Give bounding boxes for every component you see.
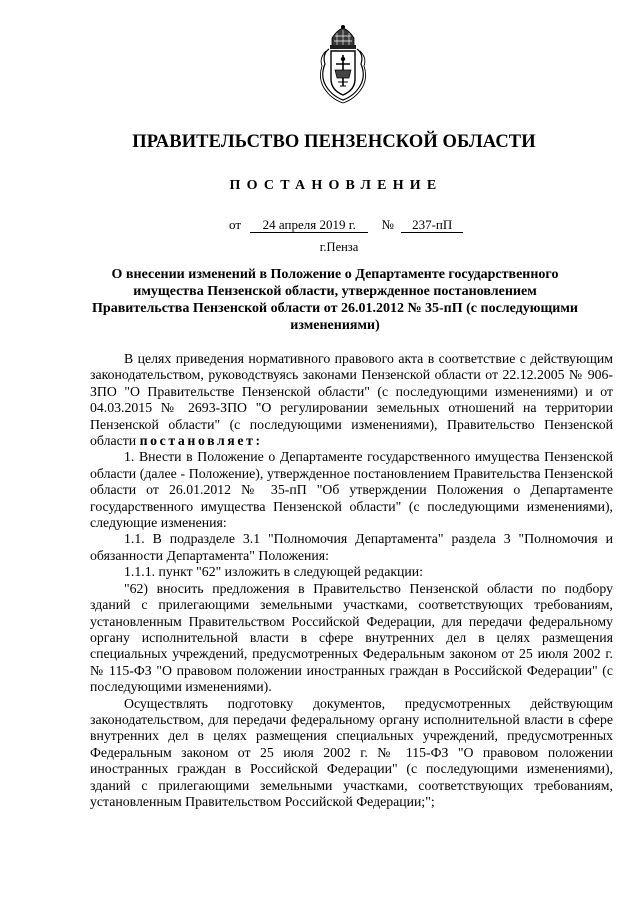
government-name: ПРАВИТЕЛЬСТВО ПЕНЗЕНСКОЙ ОБЛАСТИ (132, 132, 536, 152)
paragraph-item-62-continued: Осуществлять подготовку документов, предусмотренных действующим законодательством, для передачи федеральному органу исполнительной власти в сфере внутренних дел в целях размещения специальных учреждений, предусмотренных Федеральным законом от 25 июля 2002 г. № 115-ФЗ "О правовом положении иностранных граждан в Российской Федерации" (с последующими изменениями), зданий с прилегающими земельными участками, соответствующих требованиям, установленным Правительством Российской Федерации;"; (90, 695, 613, 809)
decree-date: 24 апреля 2019 г. (250, 217, 368, 233)
paragraph-item-62: "62) вносить предложения в Правительство Пензенской области по подбору зданий с прилегающими земельными участками, соответствующих требованиям, установленным Правительством Российской Федерации, для передачи федеральному органу исполнительной власти в сфере внутренних дел в целях размещения специальных учреждений, предусмотренных Федеральным законом от 25 июля 2002 г. № 115-ФЗ "О правовом положении иностранных граждан в Российской Федерации" (с последующими изменениями). (90, 580, 613, 695)
preamble-text: В целях приведения нормативного правового акта в соответствие с действующим законодательством, руководствуясь законами Пензенской области от 22.12.2005 № 906-ЗПО "О Правительстве Пензенской области" (с последующими изменениями) и от 04.03.2015 № 2693-ЗПО "О регулировании земельных отношений на территории Пензенской области" (с последующими изменениями), Правительство Пензенской области (90, 351, 613, 449)
resolves-keyword: постановляет: (139, 433, 263, 449)
paragraph-1-1: 1.1. В подразделе 3.1 "Полномочия Департамента" раздела 3 "Полномочия и обязанности Департамента" Положения: (90, 531, 613, 563)
paragraph-preamble (90, 351, 613, 449)
city: г.Пенза (319, 240, 359, 254)
number-prefix: № (381, 217, 394, 232)
document-type: ПОСТАНОВЛЕНИЕ (229, 178, 443, 193)
decree-number: 237-пП (401, 217, 463, 233)
document-title: О внесении изменений в Положение о Департаменте государственного имущества Пензенской области, утвержденное постановлением Правительства Пензенской области от 26.01.2012 № 35-пП (с последующими изменениями) (92, 267, 578, 333)
coat-of-arms-icon (318, 24, 368, 104)
date-prefix: от (229, 217, 242, 232)
paragraph-1: 1. Внести в Положение о Департаменте государственного имущества Пензенской области (далее - Положение), утвержденное постановлением Правительства Пензенской области от 26.01.2012 № 35-пП "Об утверждении Положения о Департаменте государственного имущества Пензенской области" (с последующими изменениями), следующие изменения: (90, 449, 613, 531)
paragraph-1-1-1: 1.1.1. пункт "62" изложить в следующей редакции: (124, 564, 424, 580)
document-body (90, 351, 613, 810)
date-number-line (229, 217, 463, 233)
